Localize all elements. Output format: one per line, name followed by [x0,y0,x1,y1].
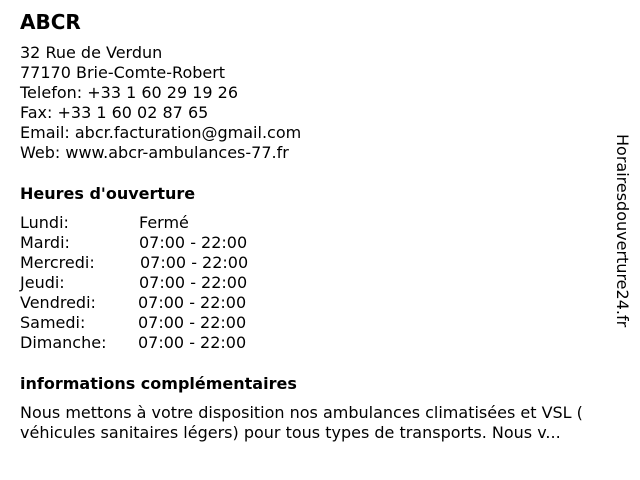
site-watermark: Horairesdouverture24.fr [613,134,632,328]
website: Web: www.abcr-ambulances-77.fr [20,143,289,162]
hours-value: 07:00 - 22:00 [138,293,247,312]
contact-block [20,43,301,163]
info-line: véhicules sanitaires légers) pour tous types de transports. Nous v... [20,423,561,442]
day-label: Lundi: [20,213,69,232]
hours-value: 07:00 - 22:00 [140,253,249,272]
hours-value: 07:00 - 22:00 [139,233,248,252]
additional-info-heading: informations complémentaires [20,374,297,393]
day-label: Samedi: [20,313,86,332]
address-city: 77170 Brie-Comte-Robert [20,63,226,82]
email-address: Email: abcr.facturation@gmail.com [20,123,302,142]
hours-value: 07:00 - 22:00 [138,333,247,352]
opening-hours-heading: Heures d'ouverture [20,184,196,203]
info-line: Nous mettons à votre disposition nos ambulances climatisées et VSL ( [20,403,583,422]
day-label: Mercredi: [20,253,95,272]
day-label: Vendredi: [20,293,96,312]
day-label: Mardi: [20,233,70,252]
hours-value: 07:00 - 22:00 [139,273,248,292]
phone-number: Telefon: +33 1 60 29 19 26 [20,83,239,102]
hours-value: Fermé [139,213,189,232]
fax-number: Fax: +33 1 60 02 87 65 [20,103,209,122]
address-street: 32 Rue de Verdun [20,43,163,62]
additional-info-text [20,403,632,443]
business-name: ABCR [20,10,81,34]
day-label: Jeudi: [20,273,65,292]
day-label: Dimanche: [20,333,107,352]
hours-value: 07:00 - 22:00 [138,313,247,332]
